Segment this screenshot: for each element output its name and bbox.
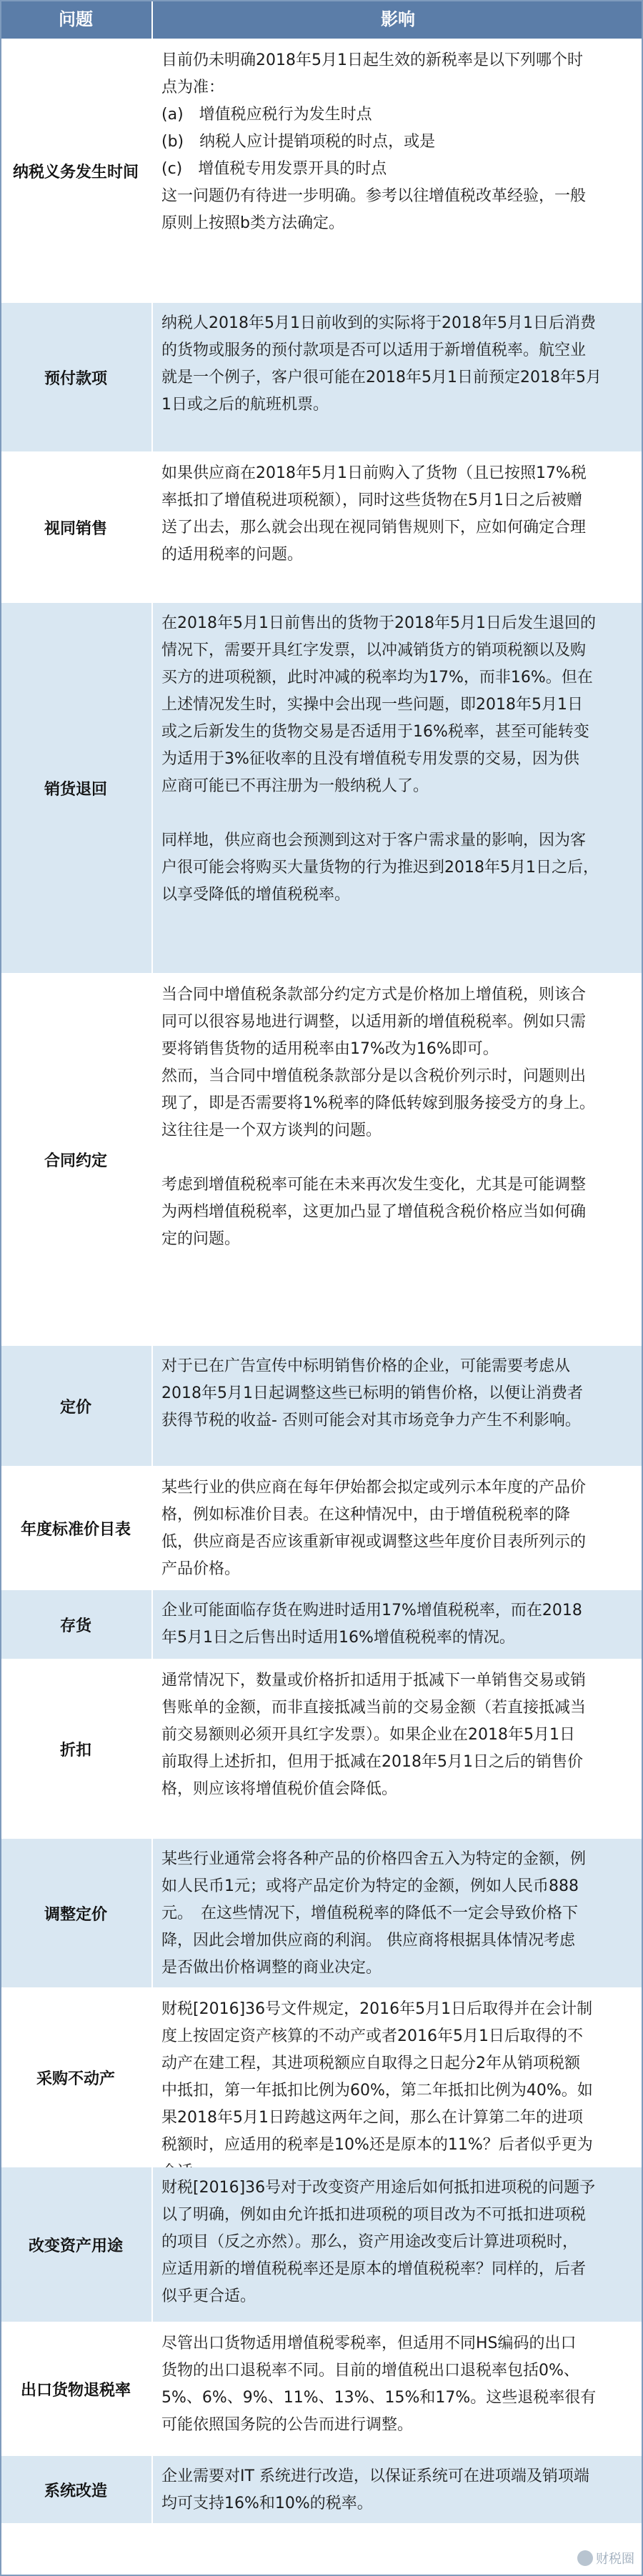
table-row bbox=[0, 2167, 643, 2323]
impact-line: 如果供应商在2018年5月1日前购入了货物（且已按照17%税 bbox=[161, 464, 587, 482]
impact-line: 降，因此会增加供应商的利润。 供应商将根据具体情况考虑 bbox=[161, 1932, 575, 1950]
row-impact bbox=[153, 1346, 643, 1466]
impact-line: 格，例如标准价目表。在这种情况中，由于增值税税率的降 bbox=[161, 1506, 571, 1524]
impact-line: 元。 在这些情况下，增值税税率的降低不一定会导致价格下 bbox=[161, 1904, 579, 1922]
impact-line: 然而，当合同中增值税条款部分是以含税价列示时，问题则出 bbox=[161, 1067, 587, 1085]
impact-line: 或之后新发生的货物交易是否适用于16%税率，甚至可能转变 bbox=[161, 723, 589, 741]
impact-line: 产品价格。 bbox=[161, 1560, 241, 1578]
impact-line: 的项目（反之亦然）。那么，资产用途改变后计算进项税时， bbox=[161, 2233, 579, 2251]
row-issue: 预付款项 bbox=[0, 303, 153, 451]
impact-line: 通常情况下，数量或价格折扣适用于抵减下一单销售交易或销 bbox=[161, 1672, 587, 1689]
table-row bbox=[0, 1346, 643, 1467]
row-impact bbox=[153, 2167, 643, 2322]
impact-line: 格，则应该将增值税价值会降低。 bbox=[161, 1780, 398, 1798]
impact-line bbox=[161, 800, 633, 827]
impact-line: 中抵扣，第一年抵扣比例为60%，第二年抵扣比例为40%。如 bbox=[161, 2082, 593, 2100]
table-body bbox=[0, 40, 643, 2525]
impact-line: 某些行业通常会将各种产品的价格四舍五入为特定的金额，例 bbox=[161, 1850, 587, 1868]
impact-line: (a) 增值税应税行为发生时点 bbox=[161, 106, 372, 124]
impact-line: 售账单的金额，而非直接抵减当前的交易金额（若直接抵减当 bbox=[161, 1699, 587, 1717]
row-impact bbox=[153, 303, 643, 451]
header-impact: 影响 bbox=[153, 0, 643, 39]
table-row bbox=[0, 1467, 643, 1590]
impact-line: 可能依照国务院的公告而进行调整。 bbox=[161, 2416, 414, 2434]
impact-line: 以了明确，例如由允许抵扣进项税的项目改为不可抵扣进项税 bbox=[161, 2206, 587, 2224]
table-header bbox=[0, 0, 643, 40]
impact-line: 户很可能会将购买大量货物的行为推迟到2018年5月1日之后， bbox=[161, 859, 599, 877]
header-issue: 问题 bbox=[0, 0, 153, 39]
row-issue: 系统改造 bbox=[0, 2456, 153, 2523]
row-impact bbox=[153, 603, 643, 973]
impact-line: 现了，即是否需要将1%税率的降低转嫁到服务接受方的身上。 bbox=[161, 1094, 595, 1112]
row-impact bbox=[153, 453, 643, 601]
impact-line: 同样地，供应商也会预测到这对于客户需求量的影响，因为客 bbox=[161, 832, 587, 849]
impact-line: 某些行业的供应商在每年伊始都会拟定或列示本年度的产品价 bbox=[161, 1479, 587, 1497]
watermark-text: 财税圈 bbox=[596, 2552, 634, 2567]
table-row bbox=[0, 603, 643, 974]
impact-line: 买方的进项税额，此时冲减的税率均为17%，而非16%。但在 bbox=[161, 669, 593, 687]
impact-line: 货物的出口退税率不同。目前的增值税出口退税率包括0%、 bbox=[161, 2362, 579, 2380]
table-row bbox=[0, 1839, 643, 1989]
impact-line: 年5月1日之后售出时适用16%增值税税率的情况。 bbox=[161, 1629, 515, 1647]
table-row bbox=[0, 453, 643, 603]
row-issue: 合同约定 bbox=[0, 974, 153, 1344]
row-impact bbox=[153, 1989, 643, 2166]
impact-line: 前取得上述折扣，但用于抵减在2018年5月1日之后的销售价 bbox=[161, 1753, 583, 1771]
impact-line: 定的问题。 bbox=[161, 1230, 241, 1248]
row-impact bbox=[153, 2323, 643, 2455]
impact-line: (c) 增值税专用发票开具的时点 bbox=[161, 160, 387, 178]
impact-line: 目前仍未明确2018年5月1日起生效的新税率是以下列哪个时 bbox=[161, 51, 583, 69]
impact-line: 为适用于3%征收率的且没有增值税专用发票的交易，因为供 bbox=[161, 750, 579, 768]
impact-line: 低，供应商是否应该重新审视或调整这些年度价目表所列示的 bbox=[161, 1533, 587, 1551]
impact-line: 财税[2016]36号文件规定，2016年5月1日后取得并在会计制 bbox=[161, 2000, 593, 2018]
row-issue: 采购不动产 bbox=[0, 1989, 153, 2166]
impact-line: 情况下，需要开具红字发票，以冲减销货方的销项税额以及购 bbox=[161, 641, 587, 659]
impact-line: 似乎更合适。 bbox=[161, 2287, 256, 2305]
row-issue: 定价 bbox=[0, 1346, 153, 1466]
row-impact bbox=[153, 40, 643, 301]
impact-line: 是否做出价格调整的商业决定。 bbox=[161, 1959, 382, 1977]
row-impact bbox=[153, 974, 643, 1344]
impact-line: 这一问题仍有待进一步明确。参考以往增值税改革经验，一般 bbox=[161, 187, 587, 205]
table-row bbox=[0, 2456, 643, 2525]
impact-line: 考虑到增值税税率可能在未来再次发生变化，尤其是可能调整 bbox=[161, 1176, 587, 1194]
impact-line: 同可以很容易地进行调整，以适用新的增值税税率。例如只需 bbox=[161, 1013, 587, 1031]
row-issue: 折扣 bbox=[0, 1660, 153, 1837]
impact-line: 动产在建工程，其进项税额应自取得之日起分2年从销项税额 bbox=[161, 2055, 580, 2072]
impact-line: 2018年5月1日起调整这些已标明的销售价格，以便让消费者 bbox=[161, 1384, 583, 1402]
impact-line: 企业需要对IT 系统进行改造，以保证系统可在进项端及销项端 bbox=[161, 2467, 589, 2485]
row-issue: 存货 bbox=[0, 1590, 153, 1659]
watermark-logo-icon bbox=[577, 2550, 593, 2566]
impact-line: 在2018年5月1日前售出的货物于2018年5月1日后发生退回的 bbox=[161, 614, 596, 632]
watermark bbox=[577, 2549, 634, 2567]
impact-line: 如人民币1元；或将产品定价为特定的金额，例如人民币888 bbox=[161, 1877, 579, 1895]
table-row bbox=[0, 2323, 643, 2456]
impact-line: 1日或之后的航班机票。 bbox=[161, 396, 329, 414]
row-issue: 出口货物退税率 bbox=[0, 2323, 153, 2455]
impact-line: 的适用税率的问题。 bbox=[161, 546, 304, 564]
impact-line: 原则上按照b类方法确定。 bbox=[161, 214, 344, 232]
impact-line: 上述情况发生时，实操中会出现一些问题，即2018年5月1日 bbox=[161, 696, 583, 714]
impact-line bbox=[161, 1144, 633, 1172]
row-impact bbox=[153, 1660, 643, 1837]
row-issue: 销货退回 bbox=[0, 603, 153, 973]
impact-line: 度上按固定资产核算的不动产或者2016年5月1日后取得的不 bbox=[161, 2027, 583, 2045]
impact-line: 财税[2016]36号对于改变资产用途后如何抵扣进项税的问题予 bbox=[161, 2179, 596, 2197]
impact-line: 就是一个例子，客户很可能在2018年5月1日前预定2018年5月 bbox=[161, 369, 602, 386]
impact-line: 5%、6%、9%、11%、13%、15%和17%。这些退税率很有 bbox=[161, 2389, 597, 2407]
impact-line: 点为准： bbox=[161, 79, 225, 96]
table-row bbox=[0, 974, 643, 1346]
impact-line: 当合同中增值税条款部分约定方式是价格加上增值税，则该合 bbox=[161, 986, 587, 1004]
impact-line: 获得节税的收益- 否则可能会对其市场竞争力产生不利影响。 bbox=[161, 1412, 581, 1429]
impact-line: 纳税人2018年5月1日前收到的实际将于2018年5月1日后消费 bbox=[161, 314, 596, 332]
row-issue: 改变资产用途 bbox=[0, 2167, 153, 2322]
table-row bbox=[0, 1590, 643, 1660]
impact-line: (b) 纳税人应计提销项税的时点，或是 bbox=[161, 133, 436, 151]
row-issue: 年度标准价目表 bbox=[0, 1467, 153, 1589]
table-row bbox=[0, 1989, 643, 2167]
impact-line: 前交易额则必须开具红字发票）。如果企业在2018年5月1日 bbox=[161, 1726, 575, 1744]
impact-line: 应商可能已不再注册为一般纳税人了。 bbox=[161, 777, 429, 795]
impact-line: 要将销售货物的适用税率由17%改为16%即可。 bbox=[161, 1040, 499, 1058]
impact-line: 为两档增值税税率，这更加凸显了增值税含税价格应当如何确 bbox=[161, 1203, 587, 1221]
impact-line: 以享受降低的增值税税率。 bbox=[161, 886, 351, 904]
table-row bbox=[0, 1660, 643, 1839]
impact-line: 率抵扣了增值税进项税额），同时这些货物在5月1日之后被赠 bbox=[161, 491, 582, 509]
impact-line: 这往往是一个双方谈判的问题。 bbox=[161, 1122, 382, 1139]
impact-line: 对于已在广告宣传中标明销售价格的企业，可能需要考虑从 bbox=[161, 1357, 571, 1375]
row-issue: 纳税义务发生时间 bbox=[0, 40, 153, 301]
impact-line: 送了出去，那么就会出现在视同销售规则下，应如何确定合理 bbox=[161, 519, 587, 536]
table-row bbox=[0, 40, 643, 303]
row-impact bbox=[153, 1839, 643, 1987]
table-row bbox=[0, 303, 643, 453]
impact-line: 的货物或服务的预付款项是否可以适用于新增值税率。航空业 bbox=[161, 341, 587, 359]
impact-line: 企业可能面临存货在购进时适用17%增值税税率，而在2018 bbox=[161, 1602, 582, 1619]
row-issue: 调整定价 bbox=[0, 1839, 153, 1987]
impact-line: 应适用新的增值税税率还是原本的增值税税率？同样的，后者 bbox=[161, 2260, 587, 2278]
impact-line: 果2018年5月1日跨越这两年之间，那么在计算第二年的进项 bbox=[161, 2109, 583, 2127]
impact-line: 均可支持16%和10%的税率。 bbox=[161, 2495, 373, 2512]
row-impact bbox=[153, 2456, 643, 2523]
row-impact bbox=[153, 1590, 643, 1659]
impact-line: 尽管出口货物适用增值税零税率，但适用不同HS编码的出口 bbox=[161, 2335, 577, 2352]
row-impact bbox=[153, 1467, 643, 1589]
row-issue: 视同销售 bbox=[0, 453, 153, 601]
impact-line: 税额时，应适用的税率是10%还是原本的11%？后者似乎更为 bbox=[161, 2136, 593, 2154]
